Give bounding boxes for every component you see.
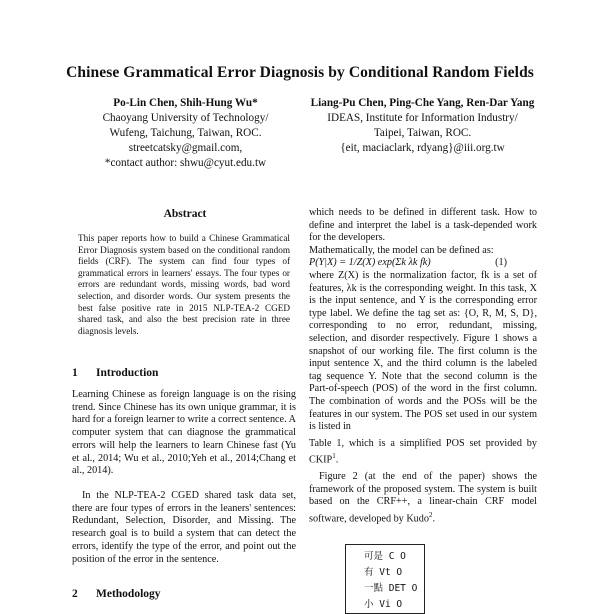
affiliation-line: Taipei, Taiwan, ROC. (373, 127, 472, 139)
equation-1 (309, 257, 537, 270)
intro-paragraph-2: In the NLP-TEA-2 CGED shared task data set, there are four types of errors in the leaners' sentences: Redundant, Selection, Disorder, and Missing. The research goal is to build a system that can detect the errors, identify the type of the error, and point out the position of the error in the sentence. (72, 490, 296, 565)
right-paragraph-1: which needs to be defined in different task. How to define and interpret the label is a task-depended work for the developers. (309, 207, 537, 244)
affiliation-line: Wufeng, Taichung, Taiwan, ROC. (109, 127, 262, 139)
contact-line: *contact author: shwu@cyut.edu.tw (104, 157, 267, 169)
paper-title: Chinese Grammatical Error Diagnosis by Conditional Random Fields (66, 64, 534, 81)
footnote-marker: 2 (428, 511, 433, 520)
code-line: 一點 DET O (364, 583, 418, 594)
author-block-left (68, 96, 303, 171)
section-title: Introduction (96, 367, 159, 379)
footnote-marker: 1 (332, 452, 336, 461)
section-number: 2 (72, 588, 78, 600)
code-line: 可是 C O (364, 551, 406, 562)
code-line: 小 Vi O (364, 599, 403, 610)
equation-body: P(Y|X) = 1/Z(X) exp(Σk λk fk) (309, 257, 431, 269)
code-line: 有 Vt O (364, 567, 403, 578)
abstract-heading: Abstract (163, 208, 207, 220)
affiliation-line: IDEAS, Institute for Information Industry/ (327, 112, 518, 124)
right-paragraph-4: Table 1, which is a simplified POS set provided by CKIP$^1$. (309, 437, 537, 466)
section-heading-methodology (72, 588, 161, 600)
equation-number: (1) (495, 257, 507, 269)
section-title: Methodology (96, 588, 161, 600)
right-column (309, 207, 537, 526)
section-number: 1 (72, 367, 78, 379)
email-line: {eit, maciaclark, rdyang}@iii.org.tw (340, 142, 505, 154)
abstract-text: This paper reports how to build a Chinese Grammatical Error Diagnosis system based on the conditional random fields (CRF). The system can find four types of grammatical errors in learners' essays. The four types or errors are redundant words, missing words, bad word selection, and disorder words. Our system presents the best false positive rate in 2015 NLP-TEA-2 CGED shared task, and also the best precision rate in three diagnosis levels. (78, 233, 290, 336)
author-names: Po-Lin Chen, Shih-Hung Wu* (113, 97, 258, 109)
intro-paragraph-1: Learning Chinese as foreign language is on the rising trend. Since Chinese has its own unique grammar, it is hard for a foreign learner to write a correct sentence. A computer system that can diagnose the grammatical errors will help the learners to learn Chinese fast (Yu et al., 2014; Wu et al., 2010;Yeh et al., 2014;Chang et al., 2014). (72, 389, 296, 477)
right-paragraph-2: Mathematically, the model can be defined as: (309, 244, 494, 256)
right-paragraph-5: Figure 2 (at the end of the paper) shows the framework of the proposed system. The system is built based on the CRF++, a linear-chain CRF model software, developed by Kudo$^2$. (309, 471, 537, 525)
affiliation-line: Chaoyang University of Technology/ (102, 112, 269, 124)
email-line: streetcatsky@gmail.com, (128, 142, 243, 154)
author-block-right (300, 96, 545, 156)
right-paragraph-3: where Z(X) is the normalization factor, fk is a set of features, λk is the corresponding weight. In this task, X is the input sentence, and Y is the corresponding error type label. We define the tag set as: {O, R, M, S, D}, corresponding to no error, redundant, missing, selection, and disorder respectively. Figure 1 shows a snapshot of our working file. The first column is the input sentence X, and the third column is the labeled tag sequence Y. Note that the second column is the Part-of-speech (POS) of the word in the first column. The combination of words and the POSs will be the features in our system. The POS set used in our system is listed in (309, 269, 537, 433)
figure-1-snapshot (345, 544, 425, 614)
author-names: Liang-Pu Chen, Ping-Che Yang, Ren-Dar Yang (310, 97, 535, 109)
section-heading-introduction (72, 367, 158, 379)
